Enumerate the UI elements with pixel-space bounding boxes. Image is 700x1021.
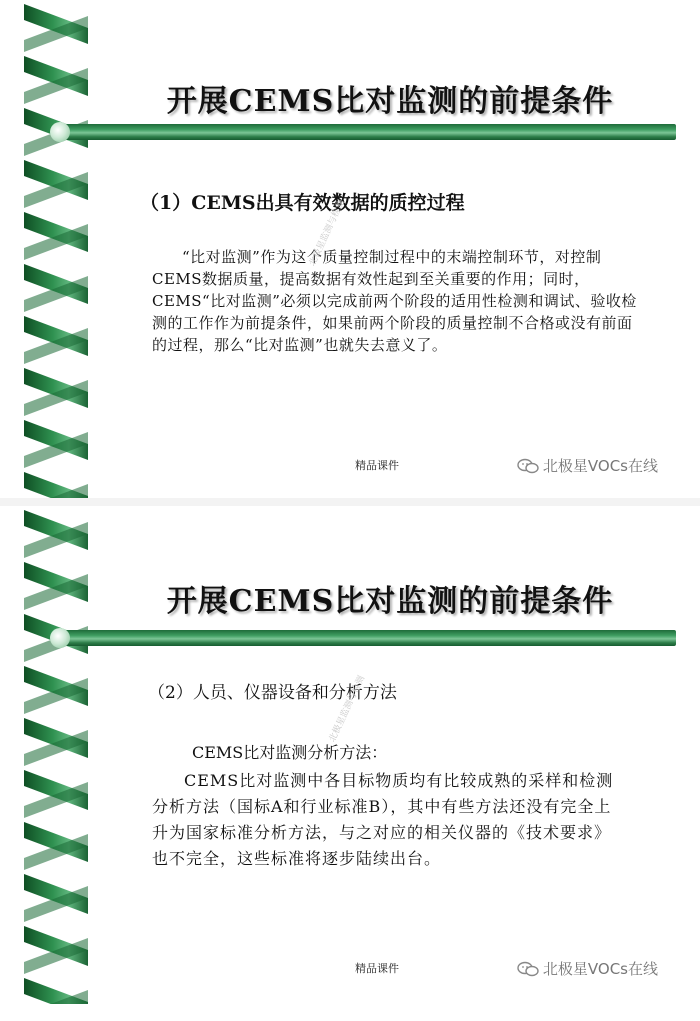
body-paragraph: “比对监测”作为这个质量控制过程中的末端控制环节，对控制CEMS数据质量，提高数据有效性起到至关重要的作用；同时，CEMS“比对监测”必须以完成前两个阶段的适用性检测和调试、验收检测的工作作为前提条件，如果前两个阶段的质量控制不合格或没有前面的过程，那么“比对监测”也就失去意义了。 (152, 248, 637, 354)
green-ribbon-decoration (24, 0, 88, 498)
wechat-icon (517, 458, 539, 474)
section-heading: CEMS比对监测分析方法： (192, 743, 388, 762)
watermark-text: 北极星VOCs在线 (542, 457, 658, 475)
watermark (517, 455, 658, 476)
slide-title: 开展CEMS比对监测的前提条件 (166, 84, 614, 119)
slide-subtitle: （2）人员、仪器设备和分析方法 (148, 683, 397, 703)
slide-1 (0, 0, 700, 498)
faint-stamp-text: 北极星监测与检测 (307, 198, 348, 268)
title-underline-bar (60, 630, 676, 646)
slide-separator (0, 498, 700, 506)
faint-stamp-text: 北极星监测与检测 (327, 674, 368, 744)
watermark (517, 958, 658, 979)
slide-title: 开展CEMS比对监测的前提条件 (166, 584, 614, 619)
watermark-text: 北极星VOCs在线 (542, 960, 658, 978)
slide-body (152, 246, 640, 356)
slide-body (152, 768, 622, 872)
slide-subtitle: （1）CEMS出具有效数据的质控过程 (140, 192, 465, 214)
green-ribbon-decoration (24, 506, 88, 1004)
footer-label: 精品课件 (355, 459, 399, 472)
title-underline-bar (60, 124, 676, 140)
footer-label: 精品课件 (355, 962, 399, 975)
slide-2 (0, 506, 700, 1004)
bar-knob (50, 628, 70, 648)
wechat-icon (517, 961, 539, 977)
bar-knob (50, 122, 70, 142)
body-paragraph: CEMS比对监测中各目标物质均有比较成熟的采样和检测分析方法（国标A和行业标准B），其中有些方法还没有完全上升为国家标准分析方法，与之对应的相关仪器的《技术要求》也不完全，这些标准将逐步陆续出台。 (152, 771, 614, 868)
